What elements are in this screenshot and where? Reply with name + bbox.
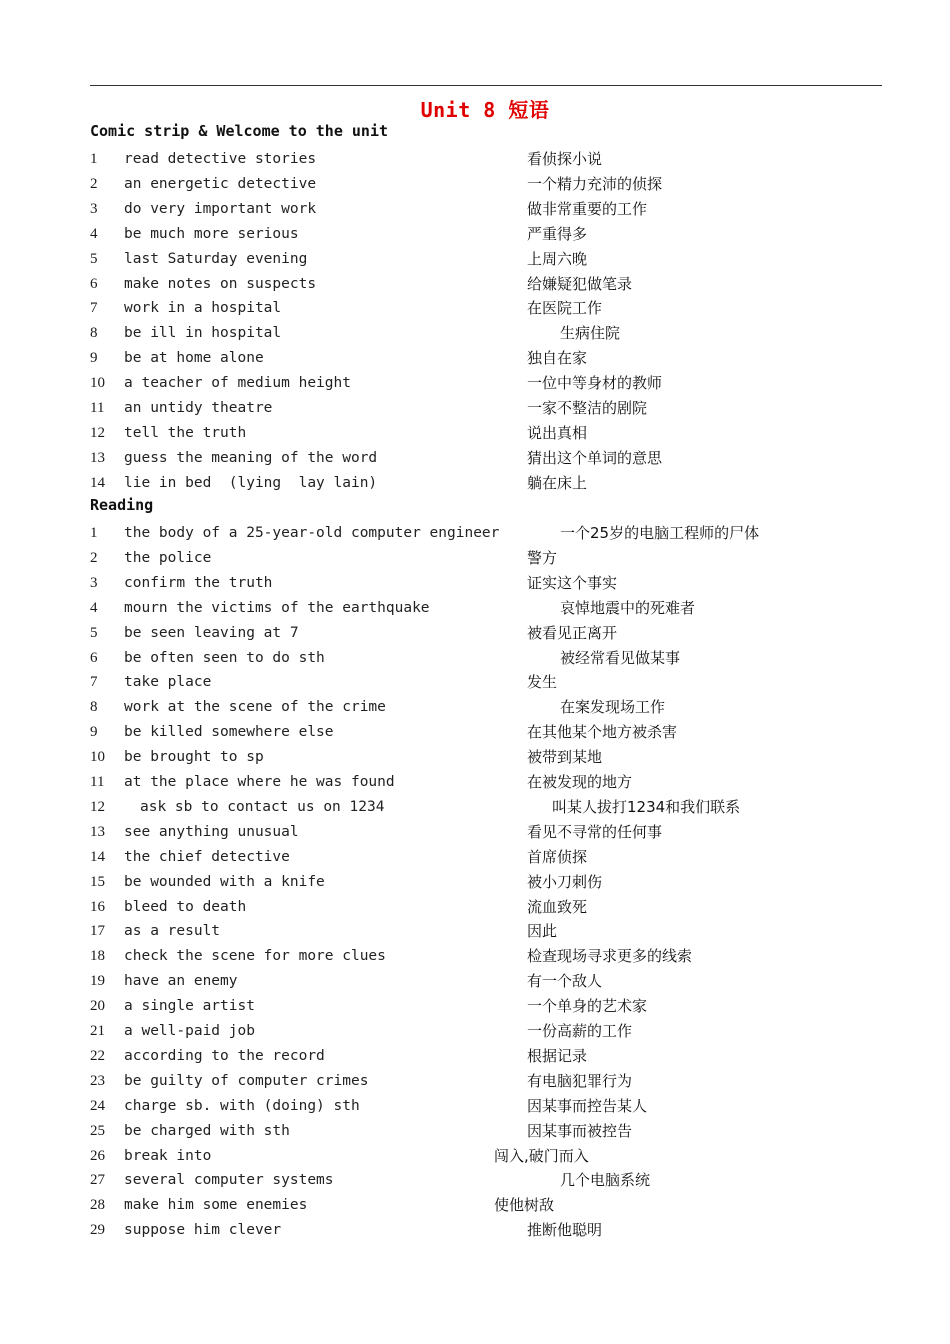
phrase-row [0, 172, 950, 196]
section-heading: Comic strip & Welcome to the unit [90, 122, 389, 140]
phrase-row [0, 895, 950, 919]
phrase-row [0, 446, 950, 470]
phrase-row [0, 944, 950, 968]
phrase-english: be guilty of computer crimes [124, 1072, 369, 1089]
phrase-row [0, 296, 950, 320]
phrase-chinese: 看侦探小说 [527, 150, 603, 168]
phrase-number: 16 [90, 898, 105, 915]
phrase-row [0, 1144, 950, 1168]
phrase-row [0, 272, 950, 296]
phrase-english: be ill in hospital [124, 325, 282, 342]
phrase-english: be killed somewhere else [124, 724, 334, 741]
phrase-chinese: 推断他聪明 [527, 1221, 603, 1240]
phrase-chinese: 一家不整洁的剧院 [527, 399, 648, 417]
phrase-chinese: 上周六晚 [527, 249, 588, 268]
phrase-number: 2 [90, 549, 98, 566]
phrase-chinese: 因某事而被控告 [527, 1121, 633, 1140]
phrase-row [0, 546, 950, 570]
phrase-english: bleed to death [124, 898, 247, 915]
phrase-english: be charged with sth [124, 1122, 290, 1139]
phrase-chinese: 哀悼地震中的死难者 [560, 598, 696, 617]
phrase-english: break into [124, 1147, 212, 1164]
phrase-row [0, 795, 950, 819]
phrase-number: 18 [90, 948, 105, 965]
phrase-row [0, 371, 950, 395]
phrase-row [0, 197, 950, 221]
phrase-english: work in a hospital [124, 300, 282, 317]
phrase-row [0, 820, 950, 844]
phrase-chinese: 叫某人拔打1234和我们联系 [552, 797, 741, 816]
phrase-row [0, 720, 950, 744]
phrase-row [0, 596, 950, 620]
phrase-row [0, 1168, 950, 1192]
phrase-number: 29 [90, 1222, 105, 1239]
phrase-row [0, 919, 950, 943]
phrase-row [0, 1119, 950, 1143]
phrase-chinese: 闯入,破门而入 [494, 1146, 589, 1165]
phrase-chinese: 被小刀刺伤 [527, 872, 603, 891]
phrase-row [0, 1044, 950, 1068]
phrase-number: 13 [90, 449, 105, 466]
phrase-english: ask sb to contact us on 1234 [140, 798, 385, 815]
phrase-chinese: 生病住院 [560, 324, 621, 343]
phrase-english: make him some enemies [124, 1197, 308, 1214]
phrase-number: 12 [90, 424, 105, 441]
phrase-number: 7 [90, 674, 98, 691]
phrase-chinese: 首席侦探 [527, 847, 588, 866]
section-heading: Reading [90, 496, 154, 514]
phrase-number: 4 [90, 225, 98, 242]
phrase-number: 10 [90, 375, 105, 392]
phrase-english: as a result [124, 923, 221, 940]
header-rule [90, 85, 882, 86]
phrase-number: 9 [90, 350, 98, 367]
phrase-row [0, 969, 950, 993]
phrase-english: confirm the truth [124, 574, 273, 591]
phrase-english: be much more serious [124, 225, 299, 242]
phrase-row [0, 646, 950, 670]
phrase-row [0, 222, 950, 246]
phrase-chinese: 使他树敌 [494, 1196, 555, 1215]
phrase-english: be wounded with a knife [124, 873, 325, 890]
phrase-number: 5 [90, 250, 98, 267]
phrase-number: 11 [90, 774, 105, 790]
phrase-number: 21 [90, 1023, 105, 1039]
phrase-number: 24 [90, 1097, 105, 1114]
phrase-row [0, 1193, 950, 1217]
phrase-number: 25 [90, 1122, 105, 1139]
phrase-english: be at home alone [124, 350, 264, 367]
phrase-chinese: 几个电脑系统 [560, 1171, 651, 1190]
phrase-number: 4 [90, 599, 98, 616]
phrase-chinese: 独自在家 [527, 349, 588, 368]
phrase-number: 1 [90, 151, 98, 167]
phrase-english: work at the scene of the crime [124, 699, 386, 716]
phrase-chinese: 一个单身的艺术家 [527, 997, 648, 1016]
phrase-english: an untidy theatre [124, 400, 273, 416]
phrase-chinese: 在医院工作 [527, 299, 603, 318]
phrase-number: 1 [90, 525, 98, 541]
phrase-number: 5 [90, 624, 98, 641]
phrase-chinese: 有一个敌人 [527, 972, 603, 991]
phrase-chinese: 证实这个事实 [527, 573, 618, 592]
phrase-number: 14 [90, 474, 105, 491]
phrase-english: do very important work [124, 200, 317, 217]
phrase-number: 11 [90, 400, 105, 416]
phrase-row [0, 1218, 950, 1242]
phrase-number: 28 [90, 1197, 105, 1214]
phrase-chinese: 在案发现场工作 [560, 698, 666, 717]
phrase-number: 8 [90, 325, 98, 342]
phrase-english: tell the truth [124, 424, 247, 441]
phrase-english: make notes on suspects [124, 275, 317, 292]
phrase-number: 26 [90, 1147, 105, 1164]
page-title: Unit 8 短语 [420, 98, 550, 122]
phrase-chinese: 严重得多 [527, 224, 588, 243]
phrase-english: have an enemy [124, 973, 238, 990]
phrase-english: the police [124, 549, 212, 566]
phrase-number: 22 [90, 1047, 105, 1064]
phrase-row [0, 396, 950, 420]
phrase-english: guess the meaning of the word [124, 449, 378, 466]
phrase-chinese: 躺在床上 [527, 473, 588, 492]
phrase-row [0, 521, 950, 545]
phrase-row [0, 845, 950, 869]
phrase-english: read detective stories [124, 151, 317, 167]
phrase-english: last Saturday evening [124, 250, 308, 267]
phrase-chinese: 一份高薪的工作 [527, 1022, 633, 1040]
phrase-chinese: 一位中等身材的教师 [527, 374, 663, 393]
phrase-row [0, 695, 950, 719]
phrase-chinese: 说出真相 [527, 423, 588, 442]
phrase-chinese: 发生 [527, 673, 558, 692]
phrase-row [0, 421, 950, 445]
phrase-number: 7 [90, 300, 98, 317]
phrase-english: be often seen to do sth [124, 649, 325, 666]
phrase-english: a teacher of medium height [124, 375, 351, 392]
phrase-number: 3 [90, 574, 98, 591]
phrase-chinese: 根据记录 [527, 1046, 588, 1065]
phrase-chinese: 流血致死 [527, 897, 588, 916]
phrase-row [0, 346, 950, 370]
phrase-row [0, 1094, 950, 1118]
phrase-number: 9 [90, 724, 98, 741]
phrase-english: suppose him clever [124, 1222, 282, 1239]
phrase-english: according to the record [124, 1047, 325, 1064]
phrase-number: 12 [90, 798, 105, 815]
phrase-number: 14 [90, 848, 105, 865]
phrase-chinese: 给嫌疑犯做笔录 [527, 274, 633, 293]
phrase-row [0, 247, 950, 271]
phrase-english: the chief detective [124, 848, 290, 865]
phrase-number: 19 [90, 973, 105, 990]
phrase-number: 6 [90, 649, 98, 666]
phrase-row [0, 471, 950, 495]
phrase-english: several computer systems [124, 1172, 334, 1189]
phrase-chinese: 看见不寻常的任何事 [527, 822, 663, 841]
phrase-number: 2 [90, 175, 98, 192]
phrase-chinese: 被经常看见做某事 [560, 648, 681, 667]
phrase-english: be seen leaving at 7 [124, 624, 299, 641]
phrase-chinese: 在其他某个地方被杀害 [527, 723, 678, 742]
phrase-chinese: 一个精力充沛的侦探 [527, 174, 663, 193]
phrase-number: 15 [90, 873, 105, 890]
phrase-chinese: 警方 [527, 548, 558, 567]
phrase-row [0, 571, 950, 595]
phrase-chinese: 做非常重要的工作 [527, 199, 648, 218]
phrase-row [0, 745, 950, 769]
phrase-chinese: 因此 [527, 922, 558, 941]
phrase-chinese: 猜出这个单词的意思 [527, 448, 663, 467]
phrase-english: see anything unusual [124, 823, 299, 840]
phrase-chinese: 一个25岁的电脑工程师的尸体 [560, 524, 760, 542]
phrase-row [0, 621, 950, 645]
phrase-row [0, 670, 950, 694]
phrase-english: a well-paid job [124, 1023, 255, 1039]
phrase-english: a single artist [124, 998, 255, 1015]
phrase-row [0, 994, 950, 1018]
phrase-number: 6 [90, 275, 98, 292]
phrase-number: 3 [90, 200, 98, 217]
phrase-number: 27 [90, 1172, 105, 1189]
phrase-english: check the scene for more clues [124, 948, 386, 965]
phrase-english: charge sb. with (doing) sth [124, 1097, 360, 1114]
phrase-row [0, 770, 950, 794]
phrase-english: be brought to sp [124, 749, 264, 766]
phrase-row [0, 870, 950, 894]
phrase-chinese: 检查现场寻求更多的线索 [527, 947, 693, 966]
phrase-chinese: 被看见正离开 [527, 623, 618, 642]
phrase-number: 8 [90, 699, 98, 716]
phrase-row [0, 1019, 950, 1043]
phrase-chinese: 被带到某地 [527, 748, 603, 767]
phrase-chinese: 有电脑犯罪行为 [527, 1071, 633, 1090]
phrase-number: 10 [90, 749, 105, 766]
phrase-chinese: 因某事而控告某人 [527, 1096, 648, 1115]
phrase-english: the body of a 25-year-old computer engineer [124, 525, 500, 541]
phrase-row [0, 1069, 950, 1093]
phrase-number: 17 [90, 923, 105, 940]
phrase-number: 13 [90, 823, 105, 840]
phrase-english: at the place where he was found [124, 774, 395, 790]
phrase-english: mourn the victims of the earthquake [124, 599, 430, 616]
phrase-english: lie in bed (lying lay lain) [124, 474, 378, 491]
phrase-row [0, 147, 950, 171]
phrase-english: take place [124, 674, 212, 691]
phrase-english: an energetic detective [124, 175, 317, 192]
phrase-number: 20 [90, 998, 105, 1015]
phrase-row [0, 321, 950, 345]
phrase-number: 23 [90, 1072, 105, 1089]
phrase-chinese: 在被发现的地方 [527, 773, 633, 791]
